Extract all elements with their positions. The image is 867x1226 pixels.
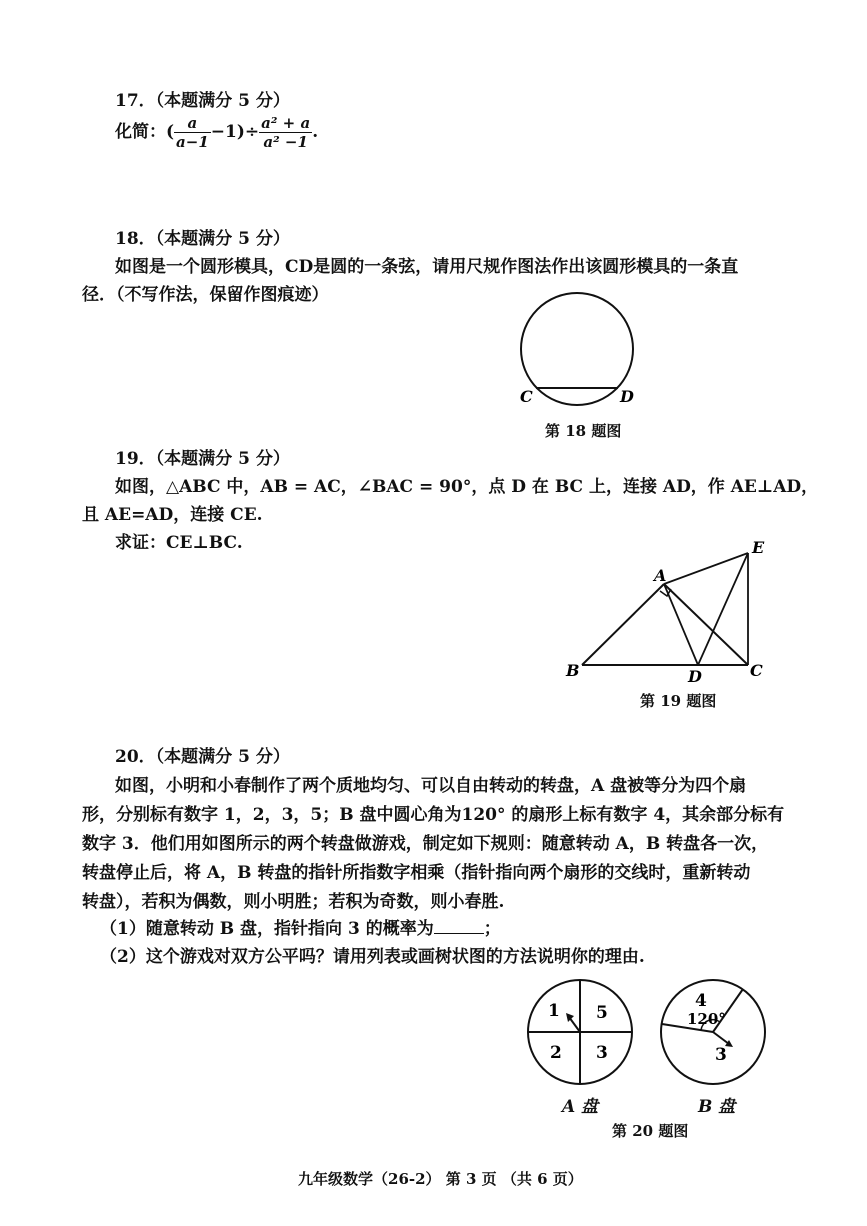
q19-label-c: C bbox=[750, 661, 763, 680]
q18-label-d: D bbox=[620, 387, 634, 406]
q20-line-3: 数字 3．他们用如图所示的两个转盘做游戏，制定如下规则：随意转动 A，B 转盘各一次， bbox=[82, 834, 769, 854]
q18-line-2: 径．（不写作法，保留作图痕迹） bbox=[82, 285, 329, 305]
q20-caption: 第 20 题图 bbox=[612, 1122, 689, 1140]
disk-a-sector-3: 3 bbox=[596, 1043, 608, 1063]
q19-segment-ac bbox=[664, 584, 748, 665]
q17-heading: 17．（本题满分 5 分） bbox=[115, 91, 290, 111]
q20-disk-b-label: B 盘 bbox=[698, 1097, 736, 1117]
q17-frac1-denominator: a−1 bbox=[176, 133, 209, 151]
q17-mid: −1)÷ bbox=[210, 122, 260, 142]
q20-disk-b bbox=[655, 978, 775, 1090]
q19-label-e: E bbox=[752, 538, 765, 557]
q20-line-2: 形，分别标有数字 1，2，3，5；B 盘中圆心角为120° 的扇形上标有数字 4，其余部分标有 bbox=[82, 805, 785, 825]
q19-line-3: 求证：CE⊥BC. bbox=[115, 533, 243, 553]
q19-line-1: 如图，△ABC 中，AB = AC，∠BAC = 90°，点 D 在 BC 上，连接 AD，作 AE⊥AD， bbox=[115, 477, 819, 497]
q19-caption: 第 19 题图 bbox=[640, 692, 717, 710]
q20-answer-blank bbox=[434, 919, 484, 934]
q19-segment-ad bbox=[664, 584, 698, 665]
q17-frac1-numerator: a bbox=[174, 114, 211, 133]
q17-frac2-denominator: a² −1 bbox=[263, 133, 308, 151]
q19-label-a: A bbox=[654, 566, 667, 585]
q20-heading: 20．（本题满分 5 分） bbox=[115, 747, 290, 767]
q20-sub1-text: （1）随意转动 B 盘，指针指向 3 的概率为 bbox=[100, 919, 434, 939]
q20-disk-a bbox=[520, 978, 640, 1090]
q18-label-c: C bbox=[520, 387, 533, 406]
q17-expression bbox=[115, 114, 318, 151]
q19-segment-ab bbox=[582, 584, 664, 665]
q17-fraction-2 bbox=[259, 114, 312, 151]
q20-sub-1 bbox=[100, 914, 501, 939]
disk-a-sector-2: 2 bbox=[550, 1043, 562, 1063]
q17-fraction-1 bbox=[174, 114, 211, 151]
q19-segment-de bbox=[698, 553, 748, 665]
q17-prefix: 化简：( bbox=[115, 122, 175, 142]
q20-line-4: 转盘停止后，将 A，B 转盘的指针所指数字相乘（指针指向两个扇形的交线时，重新转动 bbox=[82, 863, 751, 883]
q20-disk-a-label: A 盘 bbox=[562, 1097, 599, 1117]
disk-b-sector-3: 3 bbox=[715, 1045, 727, 1065]
disk-b-sector-4: 4 bbox=[695, 991, 707, 1011]
page-footer: 九年级数学（26-2） 第 3 页 （共 6 页） bbox=[298, 1170, 583, 1188]
q17-frac2-numerator: a² + a bbox=[261, 114, 311, 132]
disk-b-pointer bbox=[713, 1032, 729, 1044]
q20-line-5: 转盘），若积为偶数，则小明胜；若积为奇数，则小春胜. bbox=[82, 892, 505, 912]
q18-caption: 第 18 题图 bbox=[545, 422, 622, 440]
disk-b-angle-label: 120° bbox=[687, 1010, 726, 1028]
disk-a-sector-1: 1 bbox=[548, 1001, 560, 1021]
q20-line-1: 如图，小明和小春制作了两个质地均匀、可以自由转动的转盘，A 盘被等分为四个扇 bbox=[115, 776, 747, 796]
q19-label-d: D bbox=[688, 667, 702, 685]
q20-sub1-suffix: ； bbox=[483, 919, 501, 939]
q19-label-b: B bbox=[566, 661, 580, 680]
q18-heading: 18．（本题满分 5 分） bbox=[115, 229, 290, 249]
q19-heading: 19．（本题满分 5 分） bbox=[115, 449, 290, 469]
q19-line-2: 且 AE=AD，连接 CE. bbox=[82, 505, 263, 525]
q18-figure bbox=[510, 292, 650, 417]
q17-suffix: . bbox=[312, 122, 319, 142]
q20-sub-2: （2）这个游戏对双方公平吗？请用列表或画树状图的方法说明你的理由. bbox=[100, 947, 645, 967]
q19-figure bbox=[560, 535, 775, 685]
q18-line-1: 如图是一个圆形模具，CD是圆的一条弦，请用尺规作图法作出该圆形模具的一条直 bbox=[115, 257, 739, 277]
disk-a-sector-5: 5 bbox=[596, 1003, 608, 1023]
